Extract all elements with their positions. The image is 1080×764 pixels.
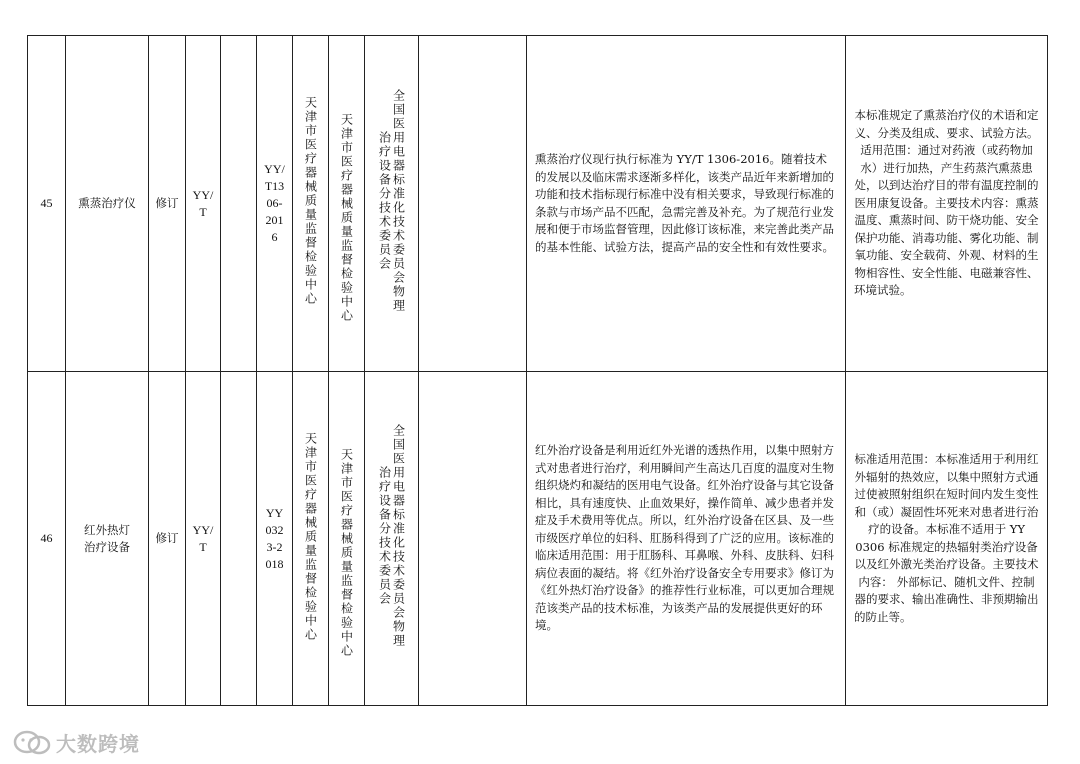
revision-type: 修订 xyxy=(149,36,186,372)
blank-cell xyxy=(419,36,527,372)
watermark-text: 大数跨境 xyxy=(56,732,140,756)
project-name: 熏蒸治疗仪 xyxy=(66,36,149,372)
blank-cell xyxy=(221,372,257,706)
blank-cell xyxy=(419,372,527,706)
technical-committee: 全国医用电器标准化技术委员会物理治疗设备分技术委员会 xyxy=(365,36,419,372)
blank-cell xyxy=(221,36,257,372)
standards-table xyxy=(27,35,1048,706)
project-purpose: 熏蒸治疗仪现行执行标准为 YY/T 1306-2016。随着技术的发展以及临床需求逐渐多样化，该类产品近年来新增加的功能和技术指标现行标准中没有相关要求，导致现行标准的条款与市场产品不匹配，急需完善及补充。为了规范行业发展和便于市场监督管理，因此修订该标准，来完善此类产品的基本性能、试验方法，提高产品的安全性和有效性要求。 xyxy=(527,36,846,372)
replaced-standard: YY0323-2018 xyxy=(257,372,293,706)
project-name: 红外热灯治疗设备 xyxy=(66,372,149,706)
watermark xyxy=(12,728,140,757)
standard-nature: YY/T xyxy=(186,36,221,372)
project-scope: 本标准规定了熏蒸治疗仪的术语和定义、分类及组成、要求、试验方法。适用范围：通过对药液（或药物加水）进行加热，产生药蒸汽熏蒸患处，以到达治疗目的带有温度控制的医用康复设备。主要技术内容：熏蒸温度、熏蒸时间、防干烧功能、安全保护功能、消毒功能、雾化功能、制氧功能、安全载荷、外观、材料的生物相容性、安全性能、电磁兼容性、环境试验。 xyxy=(846,36,1048,372)
replaced-standard: YY/T1306-2016 xyxy=(257,36,293,372)
table-row xyxy=(28,372,1048,706)
undertaking-unit: 天津市医疗器械质量监督检验中心 xyxy=(329,36,365,372)
row-number: 46 xyxy=(28,372,66,706)
wechat-style-logo-icon xyxy=(12,729,52,757)
drafting-unit: 天津市医疗器械质量监督检验中心 xyxy=(293,372,329,706)
project-scope: 标准适用范围：本标准适用于利用红外辐射的热效应，以集中照射方式通过使被照射组织在短时间内发生变性和（或）凝固性坏死来对患者进行治疗的设备。本标准不适用于 YY 0306 标准规定的热辐射类治疗设备以及红外激光类治疗设备。主要技术内容： 外部标记、随机文件、控制器的要求、输出准确性、非预期输出的防止等。 xyxy=(846,372,1048,706)
technical-committee: 全国医用电器标准化技术委员会物理治疗设备分技术委员会 xyxy=(365,372,419,706)
project-purpose: 红外治疗设备是利用近红外光谱的透热作用，以集中照射方式对患者进行治疗，利用瞬间产生高达几百度的温度对生物组织烧灼和凝结的医用电气设备。红外治疗设备与其它设备相比，具有速度快、止血效果好，操作简单、减少患者并发症及手术费用等优点。所以，红外治疗设备在区县、及一些市级医疗单位的妇科、肛肠科得到了广泛的应用。该标准的临床适用范围：用于肛肠科、耳鼻喉、外科、皮肤科、妇科病位表面的凝结。将《红外治疗设备安全专用要求》修订为《红外热灯治疗设备》的推荐性行业标准，可以更加合理规范该类产品的技术标准，为该类产品的发展提供更好的环境。 xyxy=(527,372,846,706)
table-row xyxy=(28,36,1048,372)
row-number: 45 xyxy=(28,36,66,372)
revision-type: 修订 xyxy=(149,372,186,706)
standard-nature: YY/T xyxy=(186,372,221,706)
drafting-unit: 天津市医疗器械质量监督检验中心 xyxy=(293,36,329,372)
undertaking-unit: 天津市医疗器械质量监督检验中心 xyxy=(329,372,365,706)
